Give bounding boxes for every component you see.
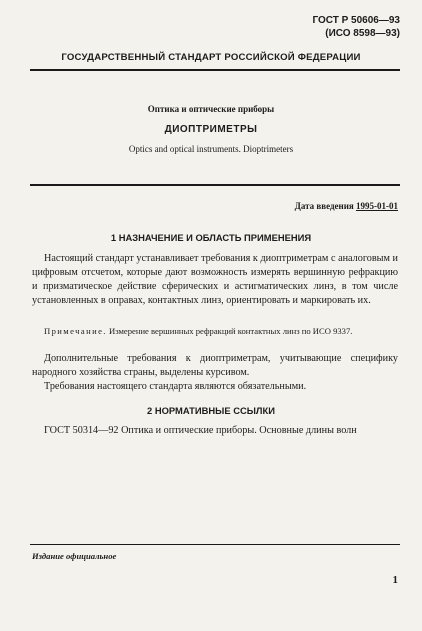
note-text: Измерение вершинных рефракций контактных линз по ИСО 9337. <box>109 326 353 336</box>
additional-requirements-paragraph: Дополнительные требования к диоптриметрам, учитывающие специфику народного хозяйства страны, выделены курсивом. <box>32 353 398 378</box>
organization-title: ГОСУДАРСТВЕННЫЙ СТАНДАРТ РОССИЙСКОЙ ФЕДЕРАЦИИ <box>61 52 361 63</box>
official-edition-label: Издание официальное <box>32 551 117 561</box>
footer-rule <box>30 544 400 545</box>
standard-title-en: Optics and optical instruments. Dioptrimeters <box>128 144 294 154</box>
note-label: Примечание. <box>44 326 107 336</box>
header-rule <box>30 69 400 71</box>
section-1-paragraph: Настоящий стандарт устанавливает требования к диоптриметрам с аналоговым и цифровым отсчетом, которые дают возможность измерять вершинную рефракцию и призматическое действие сферических и астигматических линз, в том числе установленных в оправах, контактных линз, ориентировать и маркировать их. <box>32 253 398 306</box>
section-1-heading: 1 НАЗНАЧЕНИЕ И ОБЛАСТЬ ПРИМЕНЕНИЯ <box>110 232 312 243</box>
note-paragraph <box>32 326 398 338</box>
normative-reference-paragraph: ГОСТ 50314—92 Оптика и оптические приборы. Основные длины волн <box>44 425 357 436</box>
title-rule <box>30 184 400 186</box>
section-2-heading: 2 НОРМАТИВНЫЕ ССЫЛКИ <box>147 405 275 416</box>
document-code <box>312 14 400 40</box>
gost-code: ГОСТ Р 50606—93 <box>312 15 400 26</box>
date-value: 1995-01-01 <box>356 201 398 211</box>
subject-line: Оптика и оптические приборы <box>147 104 275 114</box>
page-number: 1 <box>392 574 398 586</box>
iso-code: (ИСО 8598—93) <box>325 28 400 39</box>
date-label: Дата введения <box>294 201 354 211</box>
mandatory-requirements-paragraph: Требования настоящего стандарта являются обязательными. <box>44 381 307 392</box>
introduction-date <box>295 201 398 211</box>
standard-title-ru: ДИОПТРИМЕТРЫ <box>164 124 258 135</box>
